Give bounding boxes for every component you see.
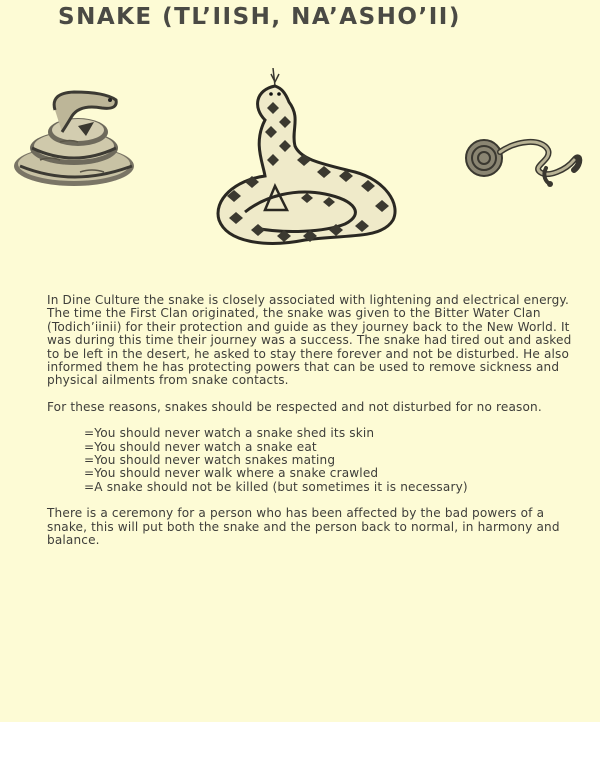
list-item: =A snake should not be killed (but sometimes it is necessary) [84,479,468,494]
paragraph-reasons: For these reasons, snakes should be respected and not disturbed for no reason. [47,399,542,414]
small-snake-icon [462,130,586,190]
paragraph-intro: In Dine Culture the snake is closely associated with lightening and electrical energy. The time the First Clan originated, the snake was given to the Bitter Water Clan (Todich’iinii) for their protection and guide as they journey back to the New World. It was during this time their journey was a success. The snake had tired out and asked to be left in the desert, he asked to stay there forever and not be disturbed. He also informed them he has protecting powers that can be used to remove sickness and physical ailments from snake contacts. [47,293,572,388]
body-text [47,294,587,561]
list-item: =You should never watch a snake shed its skin [84,426,375,441]
paragraph-closing: There is a ceremony for a person who has been affected by the bad powers of a snake, this will put both the snake and the person back to normal, in harmony and balance. [47,506,560,548]
page-margin [0,722,600,767]
list-item: =You should never watch a snake eat [84,439,317,454]
rattlesnake-icon [205,68,405,253]
page-title: SNAKE (TL’IISH, NA’ASHO’II) [58,4,461,30]
list-item: =You should never walk where a snake crawled [84,466,379,481]
coiled-snake-icon [10,88,138,190]
list-item: =You should never watch snakes mating [84,453,336,468]
rules-list [47,427,587,494]
